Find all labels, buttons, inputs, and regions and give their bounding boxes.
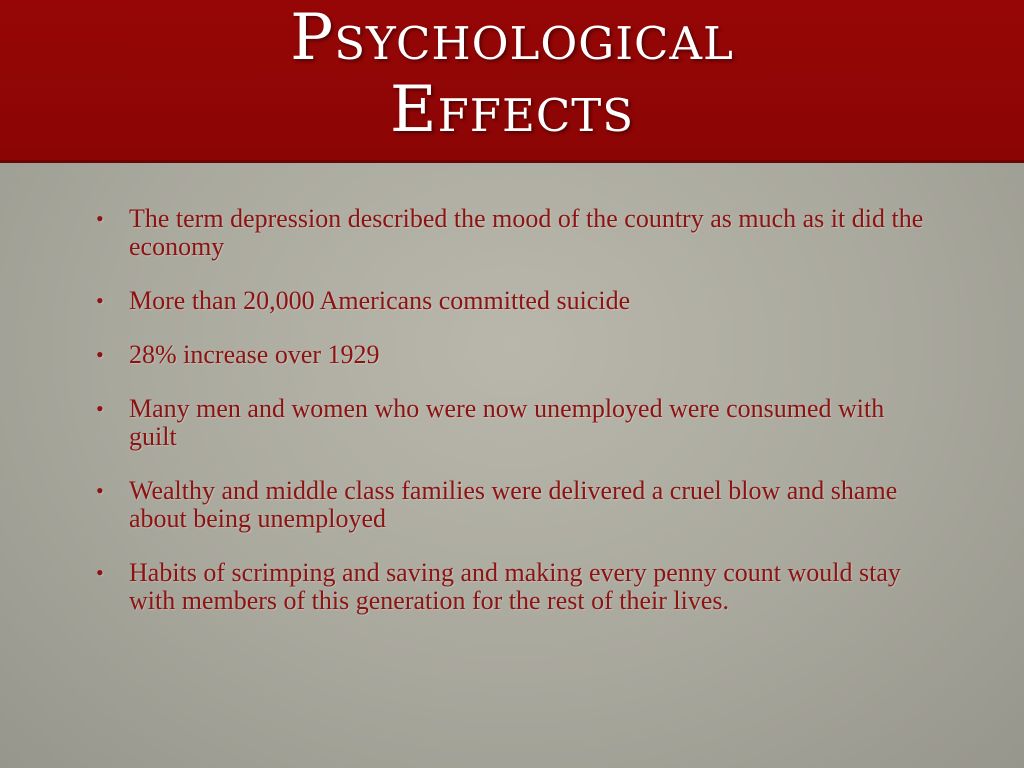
bullet-text: Wealthy and middle class families were delivered a cruel blow and shame about being unemployed <box>129 476 898 533</box>
bullet-text: Many men and women who were now unemployed were consumed with guilt <box>129 394 885 451</box>
slide-title <box>0 2 1024 146</box>
bullet-icon: • <box>96 206 104 231</box>
slide-title-line-1: Psychological <box>290 1 734 75</box>
title-band <box>0 0 1024 163</box>
bullet-icon: • <box>96 396 104 421</box>
bullet-text: More than 20,000 Americans committed suicide <box>129 286 631 315</box>
bullet-text: The term depression described the mood of the country as much as it did the economy <box>129 204 924 261</box>
bullet-item <box>96 341 936 369</box>
bullet-item <box>96 287 936 315</box>
slide-title-line-2: Effects <box>389 73 635 147</box>
bullet-item <box>96 559 936 615</box>
bullet-icon: • <box>96 478 104 503</box>
bullet-item <box>96 477 936 533</box>
bullet-item <box>96 205 936 261</box>
bullet-text: Habits of scrimping and saving and making every penny count would stay with members of this generation for the rest of their lives. <box>129 558 901 615</box>
bullet-list <box>96 205 936 641</box>
bullet-icon: • <box>96 342 104 367</box>
bullet-item <box>96 395 936 451</box>
bullet-icon: • <box>96 560 104 585</box>
bullet-icon: • <box>96 288 104 313</box>
bullet-text: 28% increase over 1929 <box>129 340 380 369</box>
